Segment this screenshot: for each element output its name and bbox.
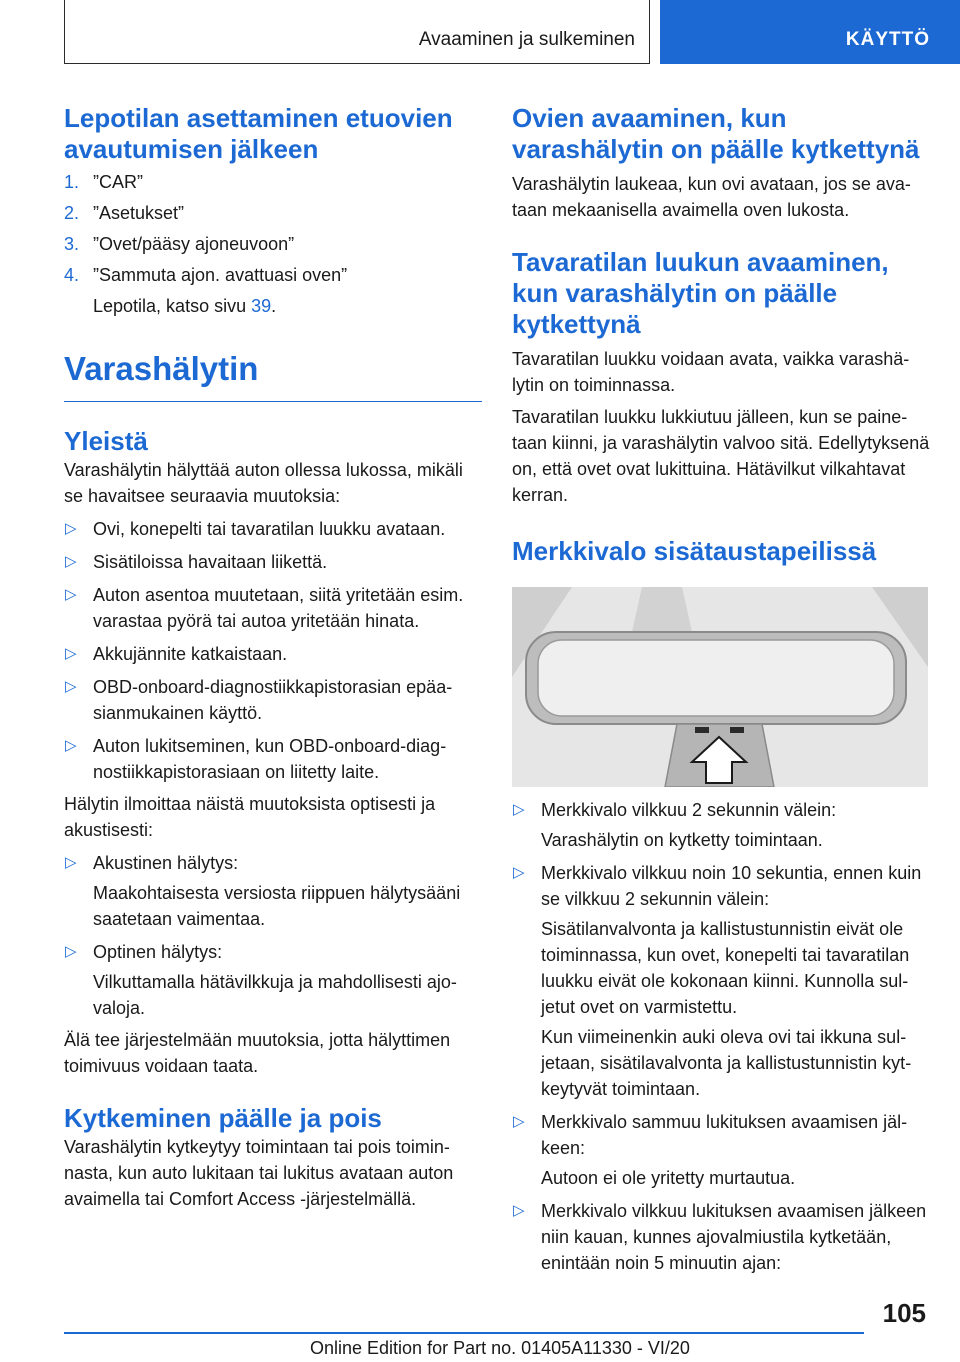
triangle-bullet-icon: ▷	[65, 943, 77, 960]
list-item-text: Merkkivalo vilkkuu lukituksen avaamisen jälkeen niin kauan, kunnes ajovalmiustila kytketään, enintään noin 5 minuutin ajan:	[541, 1201, 927, 1273]
indicator-light-right	[730, 727, 744, 733]
list-item	[512, 860, 932, 1102]
triangle-bullet-icon: ▷	[65, 553, 77, 570]
tavaratila-paragraph-2: Tavaratilan luukku lukkiutuu jälleen, kun se painetaan kiinni, ja varashälytin valvoo sitä. Edellytyksenä on, että ovet ovat lukittuina. Hätävilkut vilkahtavat kerran.	[512, 407, 930, 505]
chapter-title: Avaaminen ja sulkeminen	[418, 29, 635, 50]
list-item	[512, 797, 932, 853]
tavaratila-paragraph-1: Tavaratilan luukku voidaan avata, vaikka varashälytin on toiminnassa.	[512, 349, 910, 395]
triangle-bullet-icon: ▷	[513, 801, 525, 818]
heading-varashalytin: Varashälytin	[64, 349, 482, 402]
kytkeminen-paragraph: Varashälytin kytkeytyy toimintaan tai pois toiminnasta, kun auto lukitaan tai lukitus avataan auton avaimella tai Comfort Access -järjestelmällä.	[64, 1137, 454, 1209]
list-item-text: Akustinen hälytys:	[93, 853, 239, 873]
step-text: ”CAR”	[93, 172, 143, 192]
intro-paragraph: Varashälytin hälyttää auton ollessa lukossa, mikäli se havaitsee seuraavia muutoksia:	[64, 460, 463, 506]
footer-divider	[64, 1332, 864, 1334]
list-item	[64, 850, 482, 932]
edition-text: Online Edition for Part no. 01405A11330 - VI/20	[310, 1338, 690, 1358]
list-item	[64, 582, 482, 634]
list-item-subtext: Kun viimeinenkin auki oleva ovi tai ikkuna suljetaan, sisätilavalvonta ja kallistustunnistin kytkeytyvät toimintaan.	[541, 1027, 912, 1099]
list-item-text: Merkkivalo sammuu lukituksen avaamisen jälkeen:	[541, 1112, 908, 1158]
list-item	[64, 641, 482, 667]
heading-yleista: Yleistä	[64, 426, 148, 456]
step-number: 3.	[64, 234, 80, 254]
triangle-bullet-icon: ▷	[513, 1113, 525, 1130]
left-column	[64, 103, 482, 1212]
heading-lepotila: Lepotilan asettaminen etuovien avautumisen jälkeen	[64, 103, 453, 164]
step-note-suffix: .	[271, 296, 277, 316]
list-item-text: Akkujännite katkaistaan.	[93, 644, 288, 664]
step-number: 2.	[64, 203, 80, 223]
triangle-bullet-icon: ▷	[65, 854, 77, 871]
list-item	[64, 516, 482, 542]
change-list	[64, 516, 482, 785]
step-item	[64, 169, 482, 195]
triangle-bullet-icon: ▷	[513, 864, 525, 881]
indicator-list	[512, 797, 932, 1276]
alarm-list	[64, 850, 482, 1021]
list-item-text: Merkkivalo vilkkuu 2 sekunnin välein:	[541, 800, 837, 820]
list-item-text: Optinen hälytys:	[93, 942, 223, 962]
list-item	[64, 674, 482, 726]
triangle-bullet-icon: ▷	[65, 645, 77, 662]
rearview-mirror-illustration	[512, 587, 928, 787]
list-item-subtext: Varashälytin on kytketty toimintaan.	[541, 830, 823, 850]
page-number: 105	[882, 1298, 926, 1328]
triangle-bullet-icon: ▷	[65, 586, 77, 603]
list-item-subtext: Sisätilanvalvonta ja kallistustunnistin eivät ole toiminnassa, kun ovet, konepelti tai tavaratilan luukku eivät ole kokonaan kiinni. Kunnolla suljetut ovet on varmistettu.	[541, 919, 910, 1017]
header-section-tab	[660, 0, 960, 64]
ovien-paragraph: Varashälytin laukeaa, kun ovi avataan, jos se avataan mekaanisella avaimella oven lukosta.	[512, 174, 911, 220]
right-column	[512, 103, 932, 1276]
step-note-text: Lepotila, katso sivu	[93, 296, 252, 316]
heading-merkkivalo: Merkkivalo sisätaustapeilissä	[512, 536, 877, 566]
list-item-text: Auton asentoa muutetaan, siitä yritetään esim. varastaa pyörä tai autoa yritetään hinata.	[93, 585, 464, 631]
steps-list	[64, 169, 482, 288]
triangle-bullet-icon: ▷	[65, 520, 77, 537]
indicator-light-left	[695, 727, 709, 733]
alarm-paragraph: Hälytin ilmoittaa näistä muutoksista optisesti ja akustisesti:	[64, 794, 436, 840]
mirror-glass	[538, 640, 894, 716]
list-item-text: Merkkivalo vilkkuu noin 10 sekuntia, ennen kuin se vilkkuu 2 sekunnin välein:	[541, 863, 922, 909]
step-item	[64, 200, 482, 226]
list-item-subtext: Vilkuttamalla hätävilkkuja ja mahdollisesti ajovaloja.	[93, 972, 457, 1018]
triangle-bullet-icon: ▷	[65, 678, 77, 695]
list-item-subtext: Autoon ei ole yritetty murtautua.	[541, 1168, 796, 1188]
warning-paragraph: Älä tee järjestelmään muutoksia, jotta hälyttimen toimivuus voidaan taata.	[64, 1030, 451, 1076]
list-item	[512, 1109, 932, 1191]
triangle-bullet-icon: ▷	[65, 737, 77, 754]
triangle-bullet-icon: ▷	[513, 1202, 525, 1219]
list-item	[64, 733, 482, 785]
heading-ovien-avaaminen: Ovien avaaminen, kun varashälytin on päälle kytkettynä	[512, 103, 920, 164]
list-item-subtext: Maakohtaisesta versiosta riippuen hälytysääni saatetaan vaimentaa.	[93, 883, 461, 929]
list-item-text: OBD-onboard-diagnostiikkapistorasian epäasianmukainen käyttö.	[93, 677, 453, 723]
step-text: ”Asetukset”	[93, 203, 185, 223]
step-text: ”Sammuta ajon. avattuasi oven”	[93, 265, 348, 285]
step-item	[64, 231, 482, 257]
list-item-text: Auton lukitseminen, kun OBD-onboard-diagnostiikkapistorasiaan on liitetty laite.	[93, 736, 447, 782]
page-link-39[interactable]: 39	[251, 296, 272, 316]
list-item	[512, 1198, 932, 1276]
mirror-mount	[632, 587, 692, 632]
heading-tavaratila: Tavaratilan luukun avaaminen, kun varashälytin on päälle kytkettynä	[512, 247, 889, 339]
step-note	[64, 293, 482, 319]
list-item-text: Ovi, konepelti tai tavaratilan luukku avataan.	[93, 519, 446, 539]
header-title-box	[64, 0, 650, 64]
step-number: 4.	[64, 265, 80, 285]
step-text: ”Ovet/pääsy ajoneuvoon”	[93, 234, 295, 254]
list-item	[64, 939, 482, 1021]
heading-kytkeminen: Kytkeminen päälle ja pois	[64, 1103, 382, 1133]
section-label: KÄYTTÖ	[845, 29, 930, 50]
list-item	[64, 549, 482, 575]
step-item	[64, 262, 482, 288]
step-number: 1.	[64, 172, 80, 192]
list-item-text: Sisätiloissa havaitaan liikettä.	[93, 552, 328, 572]
